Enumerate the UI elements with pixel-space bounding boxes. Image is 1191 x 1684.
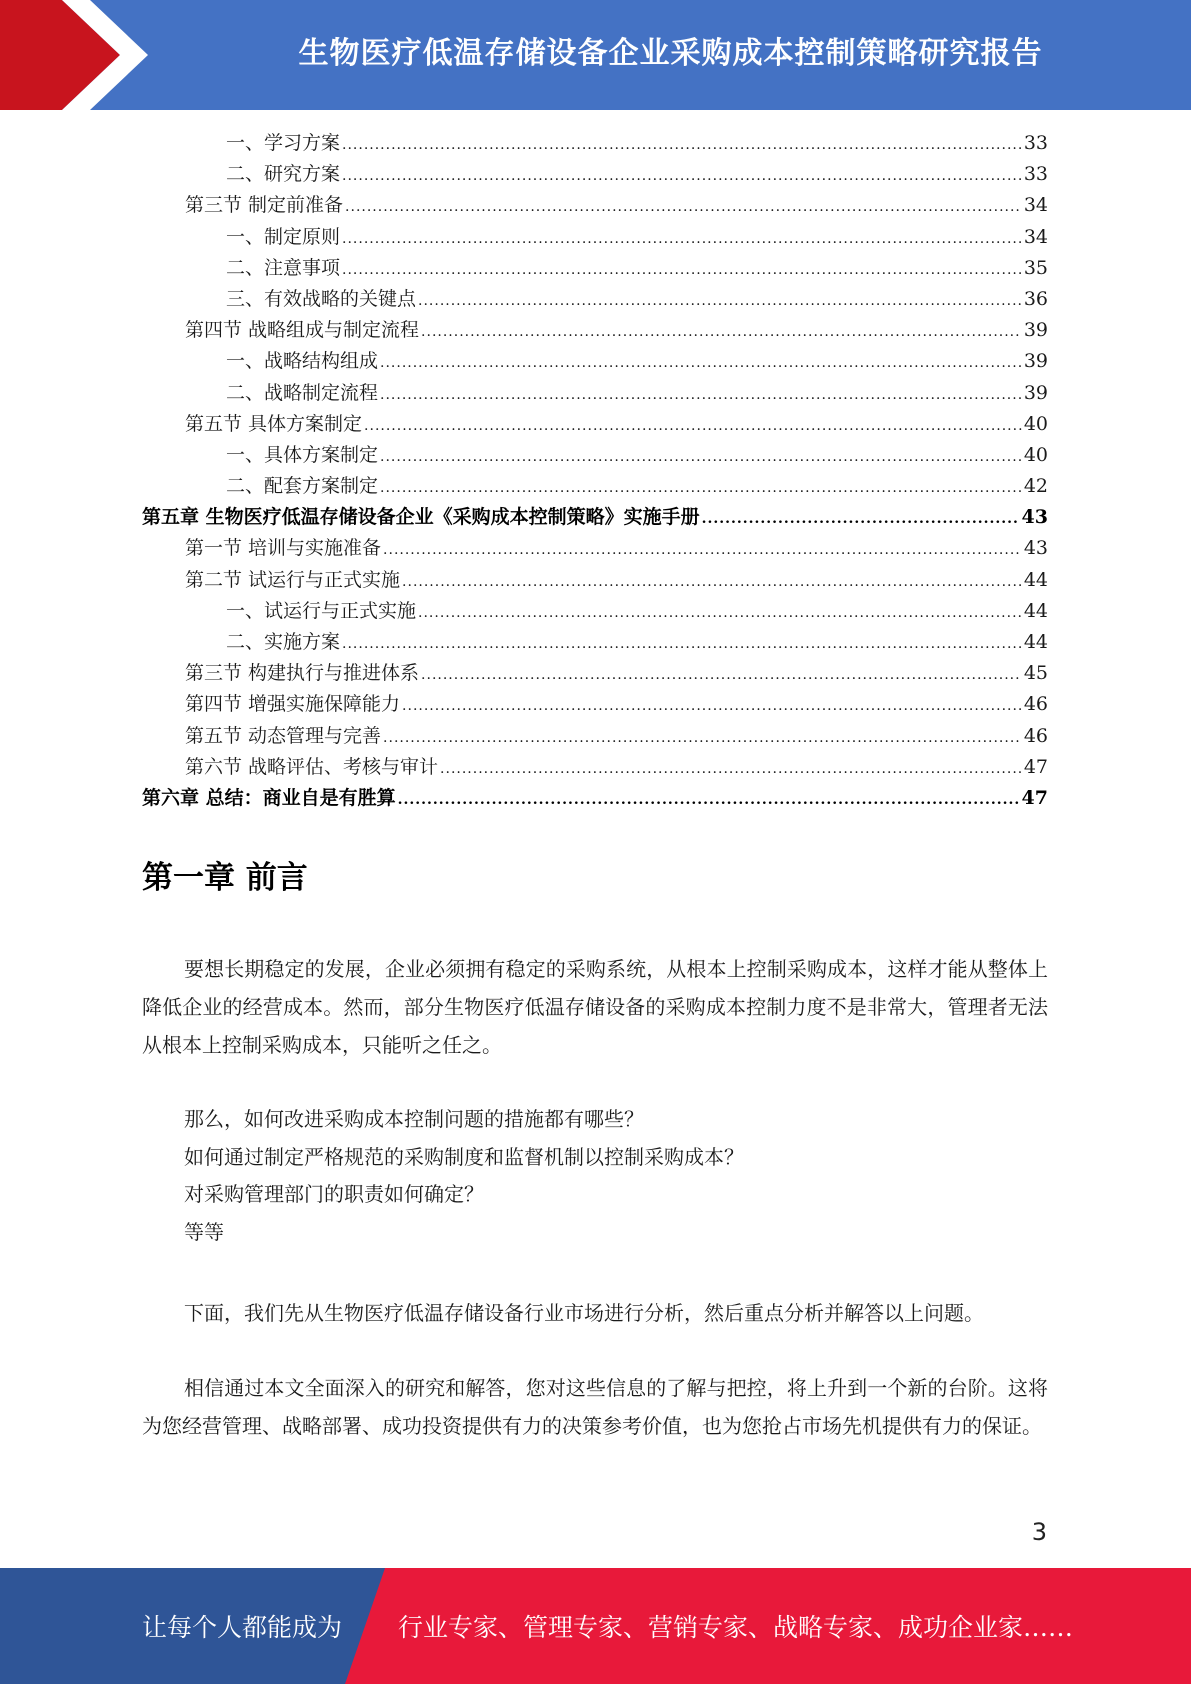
toc-subsection-entry[interactable] (142, 128, 1048, 159)
toc-subsection-entry[interactable] (142, 627, 1048, 658)
header-red-arrow (0, 0, 130, 110)
toc-dot-leader (398, 785, 1020, 816)
toc-page-number: 36 (1023, 287, 1048, 310)
toc-dot-leader (342, 224, 1022, 255)
toc-entry-title: 第五节 具体方案制定 (185, 412, 363, 435)
toc-chapter-entry[interactable] (142, 783, 1048, 814)
toc-entry-title: 第四节 战略组成与制定流程 (185, 319, 420, 342)
intro-paragraph: 要想长期稳定的发展，企业必须拥有稳定的采购系统，从根本上控制采购成本，这样才能从整体上降低企业的经营成本。然而，部分生物医疗低温存储设备的采购成本控制力度不是非常大，管理者无法从根本上控制采购成本，只能听之任之。 (142, 957, 1048, 1057)
closing-paragraph: 相信通过本文全面深入的研究和解答，您对这些信息的了解与把控，将上升到一个新的台阶。这将为您经营管理、战略部署、成功投资提供有力的决策参考价值，也为您抢占市场先机提供有力的保证。 (142, 1376, 1048, 1438)
toc-page-number: 34 (1023, 225, 1048, 248)
toc-subsection-entry[interactable] (142, 440, 1048, 471)
toc-section-entry[interactable] (142, 190, 1048, 221)
question-item: 对采购管理部门的职责如何确定？ (184, 1182, 484, 1206)
toc-section-entry[interactable] (142, 689, 1048, 720)
toc-dot-leader (345, 192, 1022, 223)
toc-entry-title: 三、有效战略的关键点 (226, 287, 417, 310)
toc-entry-title: 第三节 构建执行与推进体系 (185, 662, 420, 685)
toc-dot-leader (421, 317, 1022, 348)
toc-page-number: 35 (1023, 256, 1048, 279)
toc-subsection-entry[interactable] (142, 471, 1048, 502)
table-of-contents (142, 128, 1048, 814)
toc-page-number: 45 (1023, 662, 1048, 685)
page-footer (0, 1568, 1191, 1684)
toc-entry-title: 第一节 培训与实施准备 (185, 537, 382, 560)
toc-entry-title: 二、研究方案 (226, 163, 341, 186)
toc-dot-leader (342, 255, 1022, 286)
toc-entry-title: 一、学习方案 (226, 132, 341, 154)
toc-section-entry[interactable] (142, 565, 1048, 596)
toc-page-number: 39 (1023, 350, 1048, 373)
toc-dot-leader (702, 504, 1020, 535)
toc-entry-title: 二、战略制定流程 (226, 381, 379, 404)
toc-section-entry[interactable] (142, 409, 1048, 440)
toc-dot-leader (383, 535, 1022, 566)
toc-entry-title: 第六章 总结：商业自是有胜算 (142, 786, 396, 809)
toc-page-number: 34 (1023, 194, 1048, 217)
toc-entry-title: 一、制定原则 (226, 225, 341, 248)
toc-subsection-entry[interactable] (142, 378, 1048, 409)
toc-dot-leader (342, 629, 1022, 660)
toc-entry-title: 第三节 制定前准备 (185, 194, 344, 217)
toc-page-number: 39 (1023, 381, 1048, 404)
toc-entry-title: 二、配套方案制定 (226, 475, 379, 498)
toc-section-entry[interactable] (142, 752, 1048, 783)
toc-section-entry[interactable] (142, 658, 1048, 689)
toc-entry-title: 第六节 战略评估、考核与审计 (185, 755, 439, 778)
toc-dot-leader (402, 691, 1022, 722)
toc-page-number: 47 (1021, 786, 1048, 809)
toc-entry-title: 二、注意事项 (226, 256, 341, 279)
toc-entry-title: 第四节 增强实施保障能力 (185, 693, 401, 716)
toc-page-number: 40 (1023, 443, 1048, 466)
toc-page-number: 42 (1023, 475, 1048, 498)
toc-entry-title: 第五章 生物医疗低温存储设备企业《采购成本控制策略》实施手册 (142, 506, 700, 529)
toc-subsection-entry[interactable] (142, 253, 1048, 284)
toc-dot-leader (380, 473, 1022, 504)
toc-dot-leader (418, 598, 1022, 629)
footer-slogan-right: 行业专家、管理专家、营销专家、战略专家、成功企业家…… (398, 1613, 1074, 1642)
toc-page-number: 40 (1023, 412, 1048, 435)
toc-entry-title: 一、具体方案制定 (226, 443, 379, 466)
toc-dot-leader (364, 411, 1022, 442)
toc-section-entry[interactable] (142, 721, 1048, 752)
toc-page-number: 44 (1023, 599, 1048, 622)
toc-page-number: 46 (1023, 724, 1048, 747)
toc-page-number: 33 (1023, 132, 1048, 154)
toc-page-number: 33 (1023, 163, 1048, 186)
toc-page-number: 46 (1023, 693, 1048, 716)
toc-subsection-entry[interactable] (142, 159, 1048, 190)
page-number: 3 (1031, 1518, 1047, 1546)
toc-dot-leader (380, 442, 1022, 473)
toc-entry-title: 第二节 试运行与正式实施 (185, 568, 401, 591)
question-list (184, 1101, 744, 1251)
analysis-paragraph: 下面，我们先从生物医疗低温存储设备行业市场进行分析，然后重点分析并解答以上问题。 (184, 1301, 984, 1325)
toc-entry-title: 二、实施方案 (226, 631, 341, 653)
question-item: 如何通过制定严格规范的采购制度和监督机制以控制采购成本？ (184, 1144, 744, 1169)
toc-dot-leader (342, 130, 1022, 161)
toc-dot-leader (418, 286, 1022, 317)
toc-page-number: 44 (1023, 568, 1048, 591)
toc-section-entry[interactable] (142, 533, 1048, 564)
toc-dot-leader (402, 567, 1022, 598)
report-title: 生物医疗低温存储设备企业采购成本控制策略研究报告 (298, 36, 1043, 71)
toc-dot-leader (342, 161, 1022, 192)
toc-entry-title: 一、试运行与正式实施 (226, 599, 417, 622)
toc-entry-title: 一、战略结构组成 (226, 350, 379, 373)
toc-page-number: 47 (1023, 755, 1048, 778)
toc-subsection-entry[interactable] (142, 222, 1048, 253)
footer-slogan-left: 让每个人都能成为 (142, 1613, 343, 1642)
toc-dot-leader (380, 348, 1022, 379)
toc-subsection-entry[interactable] (142, 284, 1048, 315)
toc-dot-leader (383, 723, 1022, 754)
toc-page-number: 43 (1023, 537, 1048, 560)
toc-page-number: 43 (1021, 506, 1048, 529)
toc-dot-leader (440, 754, 1022, 785)
toc-page-number: 44 (1023, 631, 1048, 653)
toc-page-number: 39 (1023, 319, 1048, 342)
toc-dot-leader (380, 380, 1022, 411)
toc-dot-leader (421, 660, 1022, 691)
toc-chapter-entry[interactable] (142, 502, 1048, 533)
chapter-heading: 第一章 前言 (142, 860, 308, 896)
page-header (0, 0, 1191, 110)
toc-section-entry[interactable] (142, 315, 1048, 346)
question-item: 那么，如何改进采购成本控制问题的措施都有哪些？ (184, 1107, 644, 1131)
toc-entry-title: 第五节 动态管理与完善 (185, 724, 382, 747)
toc-subsection-entry[interactable] (142, 346, 1048, 377)
toc-subsection-entry[interactable] (142, 596, 1048, 627)
question-item: 等等 (184, 1219, 224, 1244)
